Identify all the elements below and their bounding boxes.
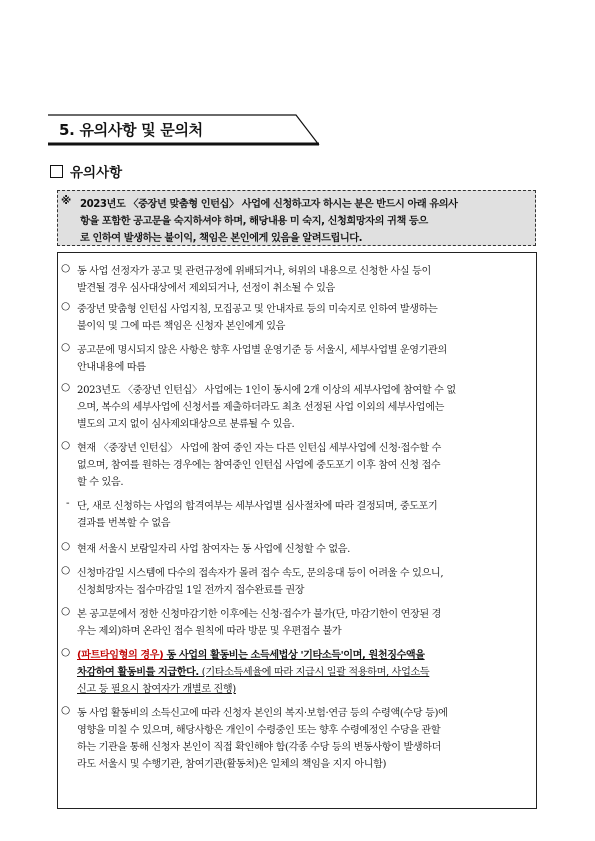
square-bullet-icon bbox=[50, 165, 63, 178]
section-heading bbox=[48, 114, 318, 144]
item-line: 영향을 미칠 수 있으며, 해당사항은 개인이 수령중인 또는 향후 수령예정인 수당을 관할 bbox=[77, 725, 441, 736]
notice-line: 로 인하여 발생하는 불이익, 책임은 본인에게 있음을 알려드립니다. bbox=[80, 233, 363, 244]
item-line: 우는 제외)하며 온라인 접수 원칙에 따라 방문 및 우편접수 불가 bbox=[77, 626, 342, 637]
reference-mark-icon: ※ bbox=[61, 195, 72, 207]
item-line: 단, 새로 신청하는 사업의 합격여부는 세부사업별 심사절차에 따라 결정되며, 중도포기 bbox=[77, 501, 438, 512]
item-line: 신고 등 필요시 참여자가 개별로 진행) bbox=[77, 684, 236, 695]
item-line bbox=[77, 646, 425, 661]
circle-bullet-icon: ○ bbox=[61, 540, 71, 552]
section-title: 5. 유의사항 및 문의처 bbox=[59, 121, 203, 139]
circle-bullet-icon: ○ bbox=[61, 704, 71, 716]
circle-bullet-icon: ○ bbox=[61, 300, 71, 312]
item-line bbox=[77, 663, 429, 678]
item-line: 현재 서울시 보람일자리 사업 참여자는 동 사업에 신청할 수 없음. bbox=[77, 544, 350, 555]
item-line: 할 수 있음. bbox=[77, 477, 124, 488]
circle-bullet-icon: ○ bbox=[61, 341, 71, 353]
item-line: 본 공고문에서 정한 신청마감기한 이후에는 신청·접수가 불가(단, 마감기한이 연장된 경 bbox=[77, 609, 442, 620]
item-line: 불이익 및 그에 따른 책임은 신청자 본인에게 있음 bbox=[77, 321, 286, 332]
item-line: 으며, 복수의 세부사업에 신청서를 제출하더라도 최초 선정된 사업 이외의 세부사업에는 bbox=[77, 402, 445, 413]
income-notice-bold: 차감하여 활동비를 지급한다. bbox=[77, 667, 199, 678]
subsection-title: 유의사항 bbox=[70, 165, 123, 181]
subsection-heading bbox=[50, 161, 122, 181]
item-line: 동 사업 선정자가 공고 및 관련규정에 위배되거나, 허위의 내용으로 신청한 사실 등이 bbox=[77, 266, 431, 277]
circle-bullet-icon: ○ bbox=[61, 439, 71, 451]
notice-box bbox=[57, 190, 536, 246]
circle-bullet-icon: ○ bbox=[61, 381, 71, 393]
item-line: 별도의 고지 없이 심사제외대상으로 분류될 수 있음. bbox=[77, 419, 295, 430]
dash-bullet-icon: - bbox=[66, 497, 70, 509]
income-notice-text: (기타소득세율에 따라 지급시 일괄 적용하며, 사업소득 bbox=[198, 667, 430, 678]
item-line: 없으며, 참여를 원하는 경우에는 참여중인 인턴십 사업에 중도포기 이후 참여 신청 접수 bbox=[77, 460, 441, 471]
item-line: 하는 기관을 통해 신청자 본인이 직접 확인해야 함(각종 수당 등의 변동사항이 발생하더 bbox=[77, 742, 442, 753]
item-line: 신청마감일 시스템에 다수의 접속자가 몰려 접수 속도, 문의응대 등이 어려울 수 있으니, bbox=[77, 568, 444, 579]
item-line: 발견될 경우 심사대상에서 제외되거나, 선정이 취소될 수 있음 bbox=[77, 283, 335, 294]
circle-bullet-icon: ○ bbox=[61, 646, 71, 658]
notice-line: 항을 포함한 공고문을 숙지하셔야 하며, 해당내용 미 숙지, 신청희망자의 귀책 등으 bbox=[80, 216, 428, 227]
circle-bullet-icon: ○ bbox=[61, 564, 71, 576]
income-notice-bold: 동 사업의 활동비는 소득세법상 '기타소득'이며, 원천징수액을 bbox=[163, 650, 425, 661]
item-line: 신청희망자는 접수마감일 1일 전까지 접수완료를 권장 bbox=[77, 585, 305, 596]
item-line: 공고문에 명시되지 않은 사항은 향후 사업별 운영기준 등 서울시, 세부사업별 운영기관의 bbox=[77, 345, 447, 356]
item-line: 현재 〈중장년 인턴십〉 사업에 참여 중인 자는 다른 인턴십 세부사업에 신청·접수할 수 bbox=[77, 443, 442, 454]
item-line: 2023년도 〈중장년 인턴십〉 사업에는 1인이 동시에 2개 이상의 세부사업에 참여할 수 없 bbox=[77, 385, 456, 396]
notice-line: 2023년도 〈중장년 맞춤형 인턴십〉 사업에 신청하고자 하시는 분은 반드시 아래 유의사 bbox=[80, 199, 458, 210]
parttime-label: (파트타임형의 경우) bbox=[77, 650, 164, 661]
item-line: 동 사업 활동비의 소득신고에 따라 신청자 본인의 복지·보험·연금 등의 수령액(수당 등)에 bbox=[77, 708, 448, 719]
item-line: 안내내용에 따름 bbox=[77, 362, 146, 373]
circle-bullet-icon: ○ bbox=[61, 262, 71, 274]
circle-bullet-icon: ○ bbox=[61, 605, 71, 617]
item-line: 결과를 번복할 수 없음 bbox=[77, 518, 171, 529]
item-line: 중장년 맞춤형 인턴십 사업지침, 모집공고 및 안내자료 등의 미숙지로 인하여 발생하는 bbox=[77, 304, 438, 315]
item-line: 라도 서울시 및 수행기관, 참여기관(활동처)은 일체의 책임을 지지 아니함) bbox=[77, 759, 387, 770]
